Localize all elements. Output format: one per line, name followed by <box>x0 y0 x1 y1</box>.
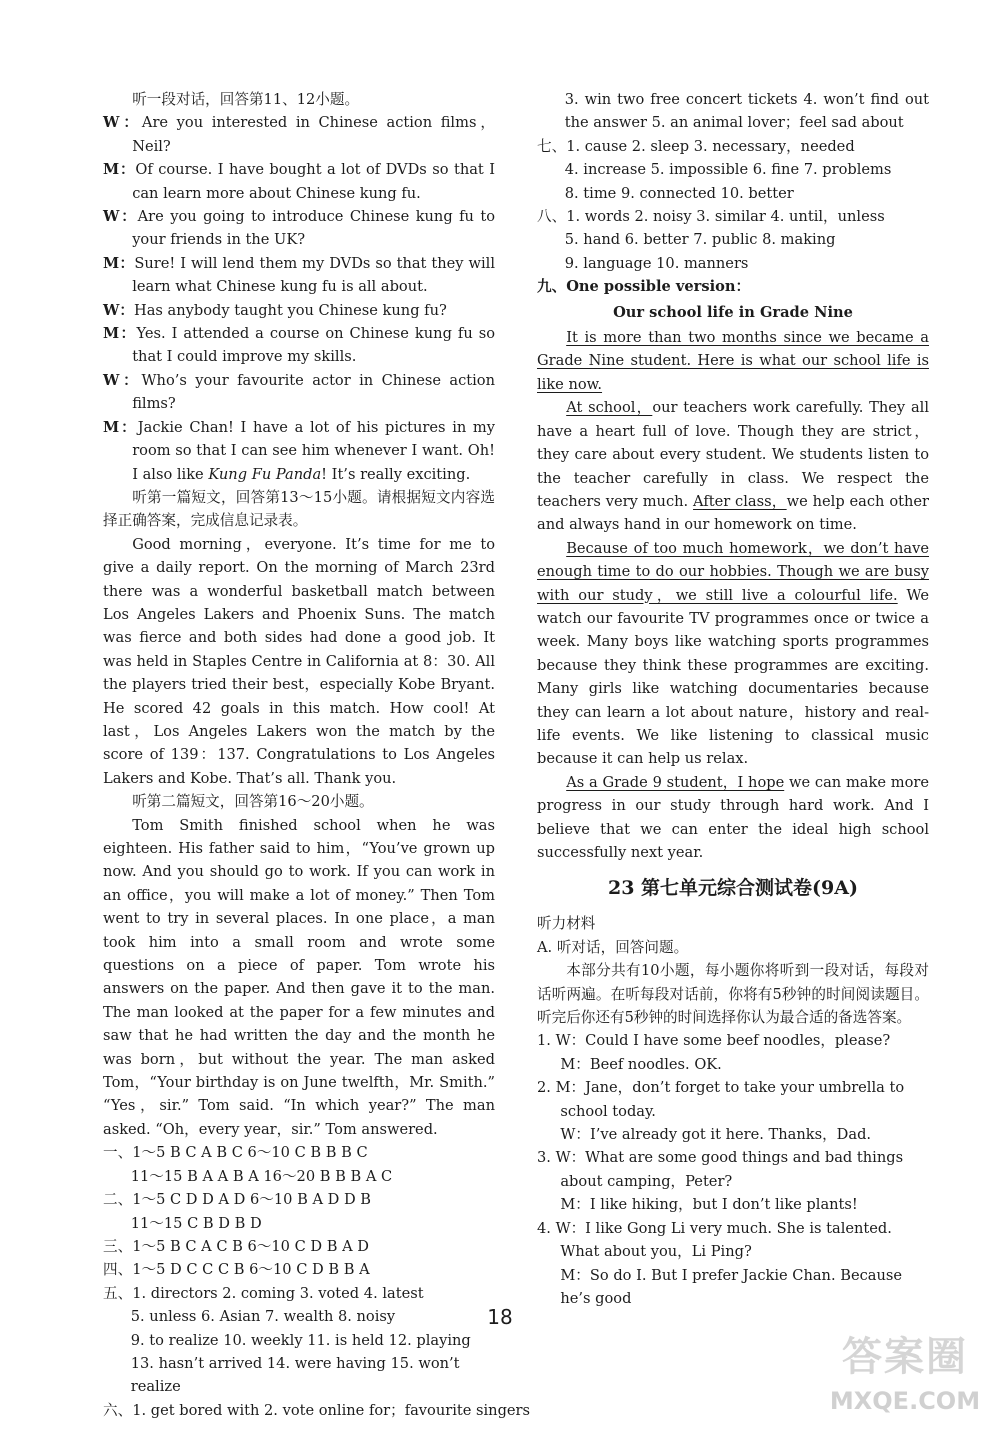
line-text: Who’s your favourite actor in Chinese action films? <box>132 371 495 413</box>
watermark-logo <box>820 1325 990 1423</box>
answer-line: 5. hand 6. better 7. public 8. making <box>564 231 836 249</box>
question-line: 3. W：What are some good things and bad things about camping，Peter? <box>537 1149 904 1190</box>
essay-paragraph <box>537 326 929 396</box>
answer-line: 三、1～5 B C A C B 6～10 C D B A D <box>103 1237 369 1255</box>
answer-line: 二、1～5 C D D A D 6～10 B A D D B <box>103 1191 372 1209</box>
section-heading: A. 听对话，回答问题。 <box>537 938 689 956</box>
answer-line: 九、One possible version： <box>537 278 751 296</box>
answer-line: 四、1～5 D C C C B 6～10 C D B B A <box>103 1261 370 1279</box>
passage-text: Good morning，everyone. It’s time for me to give a daily report. On the morning of March 23rd there was a wonderful basketball match between Los Angeles Lakers and Phoenix Suns. The match was fierce and both sides had done a good job. It was held in Staples Centre in California at 8：30. All the players tried their best，especially Kobe Bryant. He scored 42 goals in this match. How cool! At last，Los Angeles Lakers won the match by the score of 139：137. Congratulations to Los Angeles Lakers and Kobe. That’s all. Thank you. <box>103 535 495 787</box>
answer-line: 5. unless 6. Asian 7. wealth 8. noisy <box>130 1308 396 1326</box>
dialogue-line <box>103 369 495 416</box>
dialogue-line <box>103 111 495 158</box>
speaker: M： <box>103 161 136 179</box>
answer-line: 七、1. cause 2. sleep 3. necessary，needed <box>537 137 855 155</box>
underlined-text: It is more than two months since we became a Grade Nine student. Here is what our school life is like now. <box>537 329 929 393</box>
line-text: Jackie Chan! I have a lot of his pictures in my room so that I can see him whenever I want. Oh! I also like <box>132 418 496 483</box>
dialogue-line <box>103 322 495 369</box>
question-line: M：I like hiking，but I don’t like plants! <box>560 1196 858 1214</box>
question-line: M：Beef noodles. OK. <box>560 1055 722 1073</box>
essay-text: we can make more progress in our study through hard work. And I believe that we can enter the ideal high school successfully next year. <box>537 773 929 861</box>
section-instruction: 听第二篇短文，回答第16～20小题。 <box>132 793 374 811</box>
question-line: 1. W：Could I have some beef noodles，please? <box>537 1032 891 1050</box>
answer-line: 4. increase 5. impossible 6. fine 7. problems <box>564 161 892 179</box>
dialogue-line <box>103 416 495 486</box>
question-line: W：I’ve already got it here. Thanks，Dad. <box>560 1126 872 1144</box>
passage-text: Tom Smith finished school when he was eighteen. His father said to him，“You’ve grown up now. And you should go to work. If you can work in an office，you will make a lot of money.” Then Tom went to try in several places. In one place，a man took him into a small room and wrote some questions on a piece of paper. Tom wrote his answers on the paper. And then gave it to the man. The man looked at the paper for a few minutes and saw that he had written the day and the month he was born，but without the year. The man asked Tom，“Your birthday is on June twelfth，Mr. Smith.” “Yes，sir.” Tom said. “In which year?” The man asked. “Oh，every year，sir.” Tom answered. <box>103 816 495 1138</box>
watermark-url: MXQE.COM <box>829 1387 981 1415</box>
dialogue-line <box>103 205 495 252</box>
answer-line: 六、1. get bored with 2. vote online for；favourite singers <box>103 1401 531 1419</box>
speaker: W： <box>103 208 138 226</box>
line-text: ! It’s really exciting. <box>321 465 471 483</box>
essay-text: we help each other and always hand in our homework on time. <box>537 492 929 534</box>
answer-line: realize <box>130 1378 181 1396</box>
speaker: W： <box>103 114 142 132</box>
right-column <box>537 88 929 1310</box>
essay-paragraph <box>537 771 929 865</box>
answer-line: 一、1～5 B C A B C 6～10 C B B B C <box>103 1144 368 1162</box>
section-instruction: 听一段对话，回答第11、12小题。 <box>132 91 360 108</box>
question-line: M：So do I. But I prefer Jackie Chan. Because he’s good <box>560 1266 902 1307</box>
dialogue-line <box>103 252 495 299</box>
line-text: Are you going to introduce Chinese kung fu to your friends in the UK? <box>132 208 496 249</box>
question-line: 4. W：I like Gong Li very much. She is talented. What about you，Li Ping? <box>537 1219 892 1261</box>
section-instruction: 听第一篇短文，回答第13～15小题。请根据短文内容选择正确答案，完成信息记录表。 <box>103 488 495 530</box>
question-line: 2. M：Jane，don’t forget to take your umbrella to school today. <box>537 1079 905 1120</box>
speaker: M： <box>103 254 135 272</box>
speaker: M： <box>103 418 138 436</box>
answer-line: 9. to realize 10. weekly 11. is held 12. playing <box>130 1331 471 1349</box>
underlined-text: Because of too much homework，we don’t have enough time to do our hobbies. Though we are busy with our study，we still live a colourful life. <box>537 539 929 604</box>
line-text: Are you interested in Chinese action films，Neil? <box>132 114 495 155</box>
dialogue-line <box>103 158 495 205</box>
line-text: Yes. I attended a course on Chinese kung fu so that I could improve my skills. <box>132 325 496 366</box>
film-title: Kung Fu Panda <box>208 465 322 483</box>
essay-text: our teachers work carefully. They all have a heart full of love. Though they are strict，they care about every student. We students listen to the teacher carefully in class. We respect the teachers very much. <box>537 399 929 510</box>
underlined-text: After class， <box>693 492 787 510</box>
underlined-text: As a Grade 9 student，I hope <box>566 773 785 791</box>
answer-line: 11～15 B A A B A 16～20 B B B A C <box>130 1167 393 1185</box>
underlined-text: At school， <box>566 399 653 417</box>
page-number: 18 <box>487 1305 513 1329</box>
section-heading: 听力材料 <box>537 915 596 933</box>
answer-line: 3. win two free concert tickets 4. won’t find out the answer 5. an animal lover；feel sad about <box>564 91 929 132</box>
speaker: M： <box>103 325 137 343</box>
line-text: Has anybody taught you Chinese kung fu? <box>133 301 447 319</box>
answer-line: 8. time 9. connected 10. better <box>564 184 794 202</box>
essay-paragraph <box>537 537 929 771</box>
watermark-text: 答案圈 <box>842 1334 968 1380</box>
speaker: W： <box>103 371 142 389</box>
answer-line: 五、1. directors 2. coming 3. voted 4. latest <box>103 1284 424 1302</box>
essay-paragraph <box>537 396 929 536</box>
answer-line: 八、1. words 2. noisy 3. similar 4. until，unless <box>537 208 885 226</box>
line-text: Of course. I have bought a lot of DVDs so that I can learn more about Chinese kung fu. <box>132 161 496 202</box>
essay-title: Our school life in Grade Nine <box>613 303 853 321</box>
line-text: Sure! I will lend them my DVDs so that they will learn what Chinese kung fu is all about. <box>132 254 495 296</box>
speaker: W： <box>103 301 134 319</box>
answer-line: 11～15 C B D B D <box>130 1214 262 1232</box>
answer-line: 13. hasn’t arrived 14. were having 15. won’t <box>130 1354 460 1372</box>
section-instruction: 本部分共有10小题，每小题你将听到一段对话，每段对话听两遍。在听每段对话前，你将有5秒钟的时间阅读题目。听完后你还有5秒钟的时间选择你认为最合适的备选答案。 <box>537 962 929 1027</box>
answer-line: 9. language 10. manners <box>564 254 749 272</box>
essay-text: We watch our favourite TV programmes once or twice a week. Many boys like watching sports programmes because they think these programmes are exciting. Many girls like watching documentaries because they can learn a lot about nature，history and real-life events. We like listening to classical music because it can help us relax. <box>537 586 929 768</box>
unit-title: 23 第七单元综合测试卷(9A) <box>608 877 858 900</box>
dialogue-line <box>103 299 495 322</box>
